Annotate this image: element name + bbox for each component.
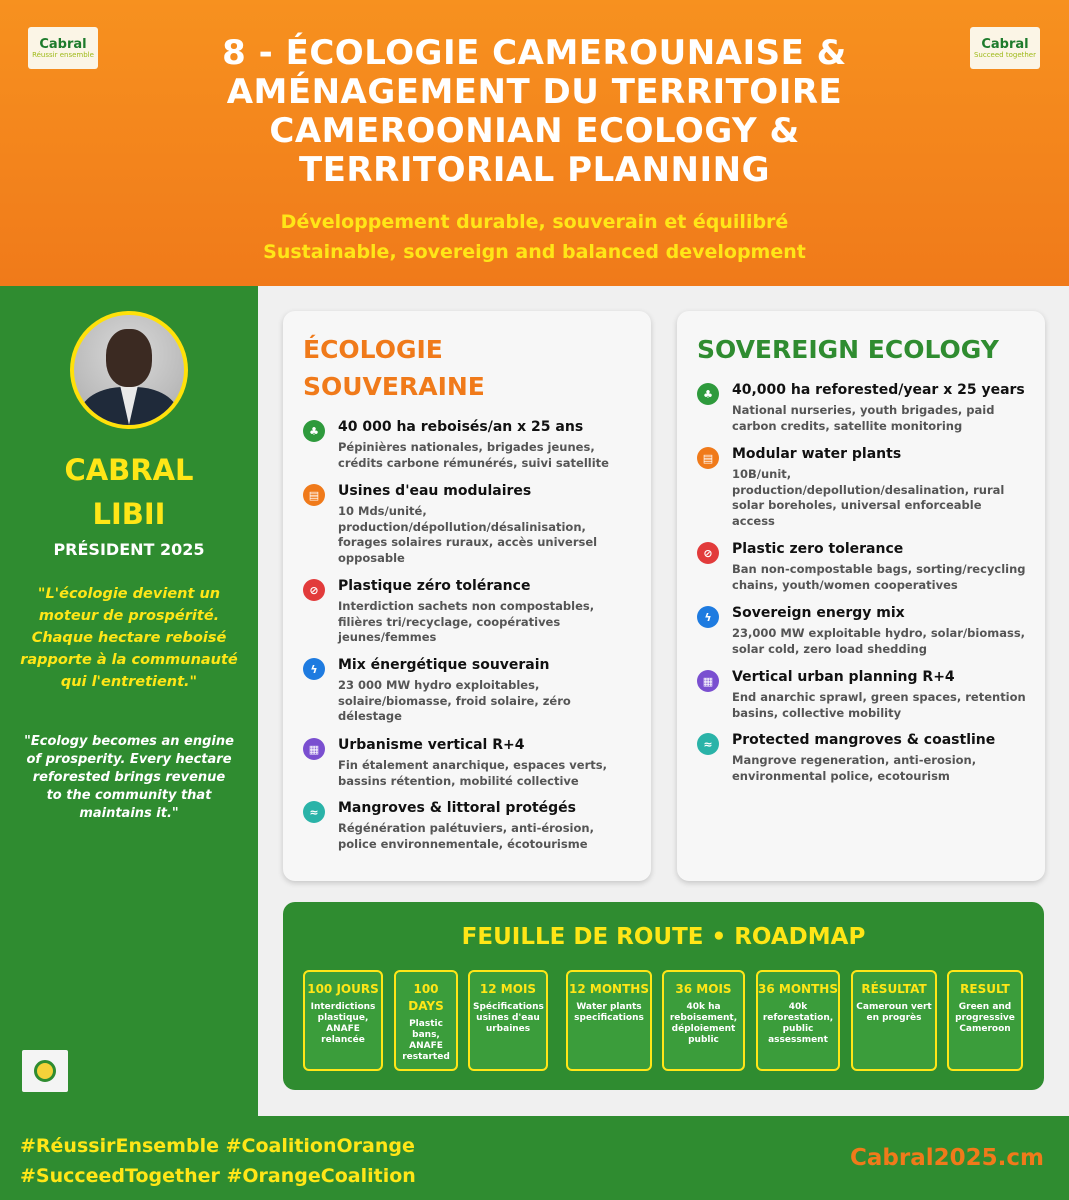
item-desc: Fin étalement anarchique, espaces verts, bassins rétention, mobilité collective <box>338 758 607 788</box>
step-desc: 40k ha reboisement, déploiement public <box>669 1002 738 1045</box>
item-desc: Mangrove regeneration, anti-erosion, environmental police, ecotourism <box>732 753 977 783</box>
hashtags-line2: #SucceedTogether #OrangeCoalition <box>20 1165 416 1187</box>
prohibited-icon: ⊘ <box>697 542 719 564</box>
page-subtitle <box>80 207 989 267</box>
list-item <box>303 417 633 471</box>
building-icon: ▦ <box>303 738 325 760</box>
list-item <box>697 667 1027 721</box>
roadmap-title: FEUILLE DE ROUTE • ROADMAP <box>461 924 866 950</box>
item-desc: 23,000 MW exploitable hydro, solar/biomass, solar cold, zero load shedding <box>732 626 1026 656</box>
item-desc: 10B/unit, production/depollution/desalination, rural solar boreholes, universal enforceable access <box>732 467 1005 528</box>
item-title: Plastic zero tolerance <box>732 541 904 557</box>
step-head: 12 MOIS <box>479 982 537 996</box>
list-item <box>697 539 1027 593</box>
card-title-line1: ÉCOLOGIE <box>303 335 443 364</box>
step-head: 12 MONTHS <box>569 982 649 996</box>
logo-left-name: Cabral <box>39 36 87 52</box>
quote-fr: "L'écologie devient un moteur de prospérité. Chaque hectare reboisé rapporte à la communauté qui l'entretient." <box>20 586 238 690</box>
step-head: RESULT <box>960 982 1010 996</box>
step-head: RÉSULTAT <box>861 982 927 996</box>
card-title-line2: SOUVERAINE <box>303 372 485 401</box>
tree-icon: ♣ <box>303 420 325 442</box>
step-head: 100 DAYS <box>408 982 444 1013</box>
candidate-role: PRÉSIDENT 2025 <box>53 540 205 559</box>
step-desc: Interdictions plastique, ANAFE relancée <box>310 1002 376 1045</box>
item-desc: National nurseries, youth brigades, paid carbon credits, satellite monitoring <box>732 403 995 433</box>
roadmap-step <box>566 970 652 1071</box>
hashtags-line1: #RéussirEnsemble #CoalitionOrange <box>20 1135 415 1157</box>
step-head: 36 MOIS <box>675 982 732 996</box>
card-title: SOVEREIGN ECOLOGY <box>697 335 999 364</box>
title-line: AMÉNAGEMENT DU TERRITOIRE <box>226 72 843 112</box>
item-title: Usines d'eau modulaires <box>338 483 532 499</box>
website-link[interactable]: Cabral2025.cm <box>850 1145 1044 1171</box>
item-title: Plastique zéro tolérance <box>338 578 531 594</box>
card-sovereign-ecology <box>677 311 1045 881</box>
item-title: Mangroves & littoral protégés <box>338 800 577 816</box>
avatar <box>70 311 188 429</box>
list-item <box>303 735 633 789</box>
item-title: Modular water plants <box>732 446 902 462</box>
prohibited-icon: ⊘ <box>303 579 325 601</box>
step-desc: Water plants specifications <box>574 1002 644 1023</box>
step-desc: 40k reforestation, public assessment <box>762 1002 834 1045</box>
list-item <box>303 481 633 566</box>
roadmap-step <box>303 970 383 1071</box>
list-item <box>303 576 633 646</box>
item-desc: 10 Mds/unité, production/dépollution/désalinisation, forages solaires ruraux, accès universel opposable <box>338 504 598 565</box>
factory-icon: ▤ <box>303 484 325 506</box>
step-desc: Spécifications usines d'eau urbaines <box>473 1002 544 1034</box>
item-desc: Régénération palétuviers, anti-érosion, police environnementale, écotourisme <box>338 821 594 851</box>
party-logo <box>22 1050 68 1092</box>
logo-right-name: Cabral <box>981 36 1029 52</box>
lightning-icon: ϟ <box>303 658 325 680</box>
item-title: Vertical urban planning R+4 <box>732 669 955 685</box>
name-line2: LIBII <box>92 497 166 531</box>
tree-icon: ♣ <box>697 383 719 405</box>
roadmap-step <box>468 970 548 1071</box>
portrait-image <box>74 315 184 425</box>
step-head: 100 JOURS <box>307 982 379 996</box>
item-title: 40,000 ha reforested/year x 25 years <box>732 382 1025 398</box>
wave-icon: ≈ <box>697 733 719 755</box>
item-title: Mix énergétique souverain <box>338 657 550 673</box>
list-item <box>303 798 633 852</box>
factory-icon: ▤ <box>697 447 719 469</box>
list-item <box>697 730 1027 784</box>
candidate-name <box>0 448 258 536</box>
subtitle-en: Sustainable, sovereign and balanced development <box>263 241 806 263</box>
item-title: Sovereign energy mix <box>732 605 905 621</box>
list-item <box>697 444 1027 529</box>
page-title <box>80 34 989 190</box>
logo-right-tagline: Succeed together <box>973 50 1036 59</box>
item-desc: Ban non-compostable bags, sorting/recycling chains, youth/women cooperatives <box>732 562 1026 592</box>
card-title <box>303 331 485 405</box>
subtitle-fr: Développement durable, souverain et équilibré <box>280 211 789 233</box>
roadmap-step <box>394 970 458 1071</box>
title-line: CAMEROONIAN ECOLOGY & <box>269 111 800 151</box>
list-item <box>697 380 1027 434</box>
step-desc: Cameroun vert en progrès <box>856 1002 932 1023</box>
list-item <box>303 655 633 725</box>
item-desc: Interdiction sachets non compostables, filières tri/recyclage, coopératives jeunes/femmes <box>338 599 595 644</box>
card-ecologie-souveraine <box>283 311 651 881</box>
item-desc: 23 000 MW hydro exploitables, solaire/biomasse, froid solaire, zéro délestage <box>338 678 571 723</box>
item-title: 40 000 ha reboisés/an x 25 ans <box>338 419 584 435</box>
roadmap-step <box>947 970 1023 1071</box>
title-line: 8 - ÉCOLOGIE CAMEROUNAISE & <box>222 33 847 73</box>
step-head: 36 MONTHS <box>758 982 838 996</box>
step-desc: Green and progressive Cameroon <box>955 1002 1015 1034</box>
building-icon: ▦ <box>697 670 719 692</box>
item-desc: End anarchic sprawl, green spaces, retention basins, collective mobility <box>732 690 1026 720</box>
title-line: TERRITORIAL PLANNING <box>299 150 770 190</box>
lightning-icon: ϟ <box>697 606 719 628</box>
item-desc: Pépinières nationales, brigades jeunes, crédits carbone rémunérés, suivi satellite <box>338 440 609 470</box>
item-title: Protected mangroves & coastline <box>732 732 996 748</box>
name-line1: CABRAL <box>64 453 194 487</box>
roadmap-panel <box>283 902 1044 1090</box>
step-desc: Plastic bans, ANAFE restarted <box>402 1019 450 1062</box>
item-title: Urbanisme vertical R+4 <box>338 737 525 753</box>
wave-icon: ≈ <box>303 801 325 823</box>
logo-left-tagline: Réussir ensemble <box>32 50 94 59</box>
roadmap-step <box>662 970 745 1071</box>
roadmap-step <box>756 970 840 1071</box>
roadmap-step <box>851 970 937 1071</box>
quote-en: "Ecology becomes an engine of prosperity. Every hectare reforested brings revenue to the community that maintains it." <box>24 734 234 821</box>
list-item <box>697 603 1027 657</box>
hashtags <box>20 1131 416 1191</box>
